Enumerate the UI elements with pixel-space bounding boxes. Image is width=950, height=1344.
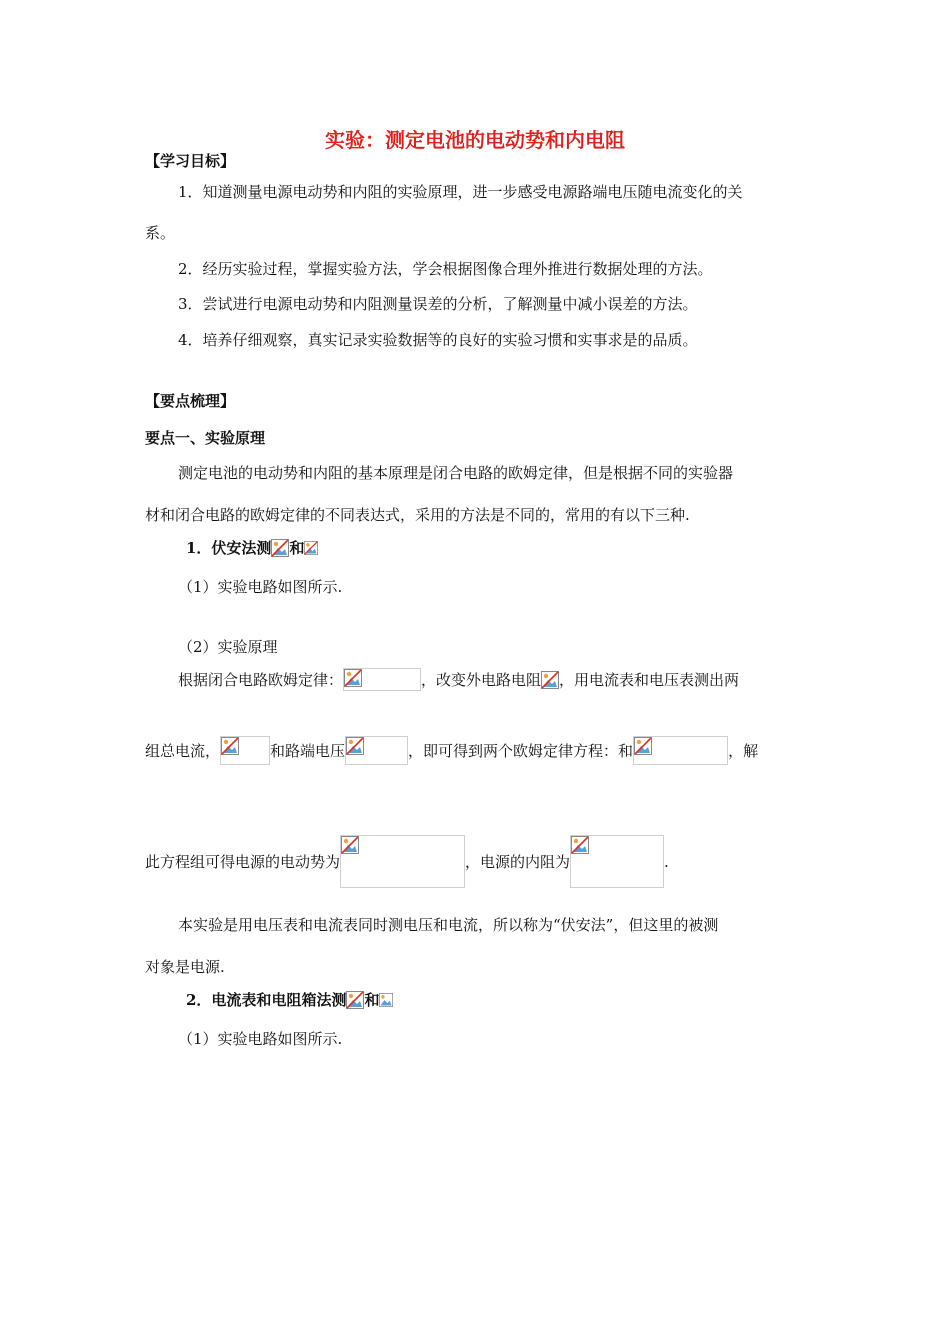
goal-item: 3．尝试进行电源电动势和内阻测量误差的分析，了解测量中减小误差的方法。 xyxy=(178,295,698,313)
formula-image-placeholder xyxy=(220,736,270,765)
method-title-text: 1．伏安法测 xyxy=(186,539,272,557)
text-fragment: ，用电流表和电压表测出两 xyxy=(559,671,740,689)
paragraph-line: 本实验是用电压表和电流表同时测电压和电流，所以称为“伏安法”，但这里的被测 xyxy=(178,916,719,934)
step-text: （1）实验电路如图所示. xyxy=(178,1030,343,1048)
paragraph-line: 材和闭合电路的欧姆定律的不同表达式，采用的方法是不同的，常用的有以下三种. xyxy=(145,506,690,524)
formula-image-placeholder xyxy=(343,668,421,691)
step-text: （1）实验电路如图所示. xyxy=(178,578,343,596)
formula-line xyxy=(145,736,758,765)
formula-line xyxy=(178,668,739,691)
goal-item: 1．知道测量电源电动势和内阻的实验原理，进一步感受电源路端电压随电流变化的关 xyxy=(178,183,743,201)
broken-image-icon xyxy=(346,991,364,1009)
step-text: （2）实验原理 xyxy=(178,638,278,656)
broken-image-icon xyxy=(541,671,559,689)
paragraph-line: 测定电池的电动势和内阻的基本原理是闭合电路的欧姆定律，但是根据不同的实验器 xyxy=(178,464,734,482)
formula-image-placeholder xyxy=(345,736,408,765)
formula-image-placeholder xyxy=(570,835,664,888)
formula-line xyxy=(145,835,669,888)
method-2-title xyxy=(186,989,393,1010)
goal-item: 系。 xyxy=(145,224,176,242)
text-fragment: ，解 xyxy=(728,742,759,760)
text-fragment: ，电源的内阻为 xyxy=(465,853,571,871)
text-fragment: ，即可得到两个欧姆定律方程： xyxy=(408,742,619,760)
and-text: 和 xyxy=(289,539,305,557)
broken-image-icon xyxy=(271,539,289,557)
points-heading: 【要点梳理】 xyxy=(145,392,236,410)
goal-item: 2．经历实验过程，掌握实验方法，学会根据图像合理外推进行数据处理的方法。 xyxy=(178,260,713,278)
point-subheading: 要点一、实验原理 xyxy=(145,429,266,447)
goal-item: 4．培养仔细观察，真实记录实验数据等的良好的实验习惯和实事求是的品质。 xyxy=(178,331,698,349)
text-fragment: 和 xyxy=(618,742,634,760)
text-fragment: . xyxy=(664,852,669,871)
text-fragment: 根据闭合电路欧姆定律： xyxy=(178,671,344,689)
formula-image-placeholder xyxy=(340,835,465,888)
text-fragment: 此方程组可得电源的电动势为 xyxy=(145,853,341,871)
broken-image-icon xyxy=(304,541,318,555)
method-title-text: 2．电流表和电阻箱法测 xyxy=(186,991,347,1009)
and-text: 和 xyxy=(364,991,380,1009)
text-fragment: ，改变外电路电阻 xyxy=(421,671,542,689)
goals-heading: 【学习目标】 xyxy=(145,152,236,170)
text-fragment: 和路端电压 xyxy=(270,742,346,760)
method-1-title xyxy=(186,537,318,558)
text-fragment: 组总电流， xyxy=(145,742,221,760)
formula-image-placeholder xyxy=(633,736,728,765)
page-title: 实验：测定电池的电动势和内电阻 xyxy=(325,128,625,152)
paragraph-line: 对象是电源. xyxy=(145,958,225,976)
broken-image-icon xyxy=(379,993,393,1007)
